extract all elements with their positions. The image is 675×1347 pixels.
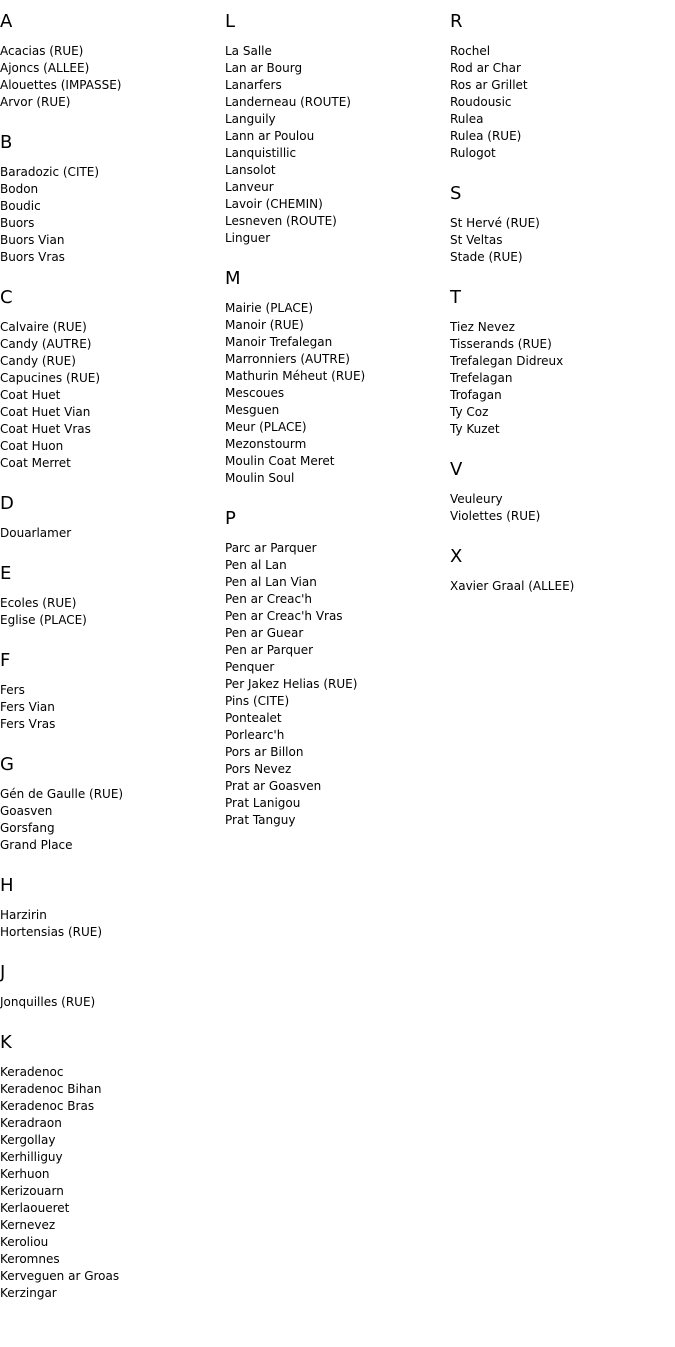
street-name: Coat Huet — [0, 388, 61, 402]
letter-heading: T — [450, 287, 461, 308]
street-name: Tisserands (RUE) — [450, 337, 552, 351]
street-name: Buors Vian — [0, 233, 65, 247]
street-list — [0, 319, 220, 472]
street-name: Keradenoc Bihan — [0, 1082, 102, 1096]
street-name: Fers Vras — [0, 717, 56, 731]
letter-section-f — [0, 649, 220, 733]
street-name: Mairie (PLACE) — [225, 301, 314, 315]
street-name: Parc ar Parquer — [225, 541, 317, 555]
street-name: Moulin Soul — [225, 471, 295, 485]
street-name: Lansolot — [225, 163, 276, 177]
street-name: Penquer — [225, 660, 275, 674]
letter-section-e — [0, 562, 220, 629]
street-list — [0, 1064, 220, 1302]
street-name: Prat ar Goasven — [225, 779, 322, 793]
street-name: Lann ar Poulou — [225, 129, 315, 143]
street-name: Lanveur — [225, 180, 274, 194]
street-name: Prat Tanguy — [225, 813, 296, 827]
street-list — [0, 907, 220, 941]
street-name: St Hervé (RUE) — [450, 216, 540, 230]
street-name: Rod ar Char — [450, 61, 521, 75]
street-name: Kerveguen ar Groas — [0, 1269, 120, 1283]
street-name: Ajoncs (ALLEE) — [0, 61, 90, 75]
street-name: Ty Kuzet — [450, 422, 500, 436]
street-name: Acacias (RUE) — [0, 44, 84, 58]
street-name: Pen ar Creac'h Vras — [225, 609, 343, 623]
letter-heading: M — [225, 268, 241, 289]
street-name: Porlearc'h — [225, 728, 285, 742]
street-name: Xavier Graal (ALLEE) — [450, 579, 575, 593]
street-name: Mescoues — [225, 386, 285, 400]
street-name: Pontealet — [225, 711, 282, 725]
street-name: Kerlaoueret — [0, 1201, 70, 1215]
street-name: Rulogot — [450, 146, 496, 160]
street-name: Pen al Lan — [225, 558, 287, 572]
street-index-column-2 — [225, 10, 445, 849]
letter-heading: B — [0, 132, 13, 153]
street-name: Lesneven (ROUTE) — [225, 214, 337, 228]
street-list — [0, 595, 220, 629]
street-name: Grand Place — [0, 838, 73, 852]
street-name: Manoir Trefalegan — [225, 335, 333, 349]
street-name: Fers — [0, 683, 25, 697]
street-name: Trefalegan Didreux — [450, 354, 564, 368]
street-name: Buors — [0, 216, 35, 230]
street-name: Gén de Gaulle (RUE) — [0, 787, 124, 801]
letter-heading: C — [0, 287, 13, 308]
street-name: Lavoir (CHEMIN) — [225, 197, 323, 211]
street-name: Arvor (RUE) — [0, 95, 71, 109]
letter-section-m — [225, 267, 445, 487]
letter-section-p — [225, 507, 445, 829]
street-list — [450, 215, 670, 266]
letter-heading: A — [0, 11, 13, 32]
street-list — [450, 491, 670, 525]
street-name: Gorsfang — [0, 821, 55, 835]
letter-heading: D — [0, 493, 14, 514]
street-name: Languily — [225, 112, 276, 126]
letter-heading: V — [450, 459, 463, 480]
street-name: Harzirin — [0, 908, 47, 922]
street-name: Pors ar Billon — [225, 745, 304, 759]
street-name: Violettes (RUE) — [450, 509, 541, 523]
letter-section-k — [0, 1031, 220, 1302]
street-name: Trefelagan — [450, 371, 513, 385]
letter-heading: S — [450, 183, 462, 204]
street-name: Keroliou — [0, 1235, 49, 1249]
letter-section-r — [450, 10, 670, 162]
street-list — [0, 525, 220, 542]
street-name: Roudousic — [450, 95, 512, 109]
street-name: Moulin Coat Meret — [225, 454, 335, 468]
street-name: Lanquistillic — [225, 146, 297, 160]
letter-section-a — [0, 10, 220, 111]
street-name: Pins (CITE) — [225, 694, 290, 708]
letter-heading: H — [0, 875, 14, 896]
letter-section-c — [0, 286, 220, 472]
street-list — [225, 43, 445, 247]
street-name: Lan ar Bourg — [225, 61, 303, 75]
street-name: Kerizouarn — [0, 1184, 64, 1198]
street-name: Linguer — [225, 231, 271, 245]
letter-section-v — [450, 458, 670, 525]
street-name: Calvaire (RUE) — [0, 320, 87, 334]
street-name: Tiez Nevez — [450, 320, 515, 334]
letter-heading: E — [0, 563, 12, 584]
street-list — [0, 164, 220, 266]
street-name: Capucines (RUE) — [0, 371, 101, 385]
letter-section-x — [450, 545, 670, 595]
street-name: Meur (PLACE) — [225, 420, 307, 434]
street-name: Ecoles (RUE) — [0, 596, 77, 610]
street-name: Mathurin Méheut (RUE) — [225, 369, 366, 383]
street-list — [450, 319, 670, 438]
street-name: Keradraon — [0, 1116, 62, 1130]
street-name: Stade (RUE) — [450, 250, 523, 264]
street-name: Pen al Lan Vian — [225, 575, 317, 589]
street-name: Prat Lanigou — [225, 796, 301, 810]
street-index-column-3 — [450, 10, 670, 615]
street-name: Alouettes (IMPASSE) — [0, 78, 122, 92]
letter-heading: P — [225, 508, 236, 529]
street-name: La Salle — [225, 44, 272, 58]
street-name: Pen ar Guear — [225, 626, 304, 640]
street-name: Boudic — [0, 199, 41, 213]
street-name: Manoir (RUE) — [225, 318, 304, 332]
street-name: Ty Coz — [450, 405, 489, 419]
street-list — [450, 43, 670, 162]
street-list — [225, 300, 445, 487]
street-name: Lanarfers — [225, 78, 282, 92]
letter-heading: F — [0, 650, 11, 671]
street-name: Kergollay — [0, 1133, 56, 1147]
street-name: Fers Vian — [0, 700, 55, 714]
street-name: Pors Nevez — [225, 762, 292, 776]
street-name: Jonquilles (RUE) — [0, 995, 96, 1009]
letter-heading: K — [0, 1032, 12, 1053]
letter-heading: L — [225, 11, 236, 32]
street-name: Kerzingar — [0, 1286, 57, 1300]
street-name: Coat Merret — [0, 456, 71, 470]
street-name: Marronniers (AUTRE) — [225, 352, 350, 366]
street-name: Per Jakez Helias (RUE) — [225, 677, 358, 691]
street-name: Buors Vras — [0, 250, 65, 264]
letter-section-l — [225, 10, 445, 247]
street-name: Rochel — [450, 44, 491, 58]
street-name: Coat Huet Vras — [0, 422, 91, 436]
letter-heading: R — [450, 11, 463, 32]
street-name: St Veltas — [450, 233, 503, 247]
street-name: Pen ar Parquer — [225, 643, 314, 657]
street-name: Keradenoc — [0, 1065, 64, 1079]
street-name: Goasven — [0, 804, 53, 818]
letter-section-h — [0, 874, 220, 941]
letter-heading: X — [450, 546, 463, 567]
street-name: Ros ar Grillet — [450, 78, 528, 92]
street-name: Coat Huon — [0, 439, 64, 453]
street-name: Veuleury — [450, 492, 503, 506]
street-list — [0, 994, 220, 1011]
street-name: Rulea — [450, 112, 484, 126]
street-list — [0, 682, 220, 733]
letter-section-t — [450, 286, 670, 438]
street-name: Eglise (PLACE) — [0, 613, 87, 627]
street-name: Trofagan — [450, 388, 502, 402]
letter-heading: J — [0, 962, 6, 983]
letter-section-g — [0, 753, 220, 854]
letter-heading: G — [0, 754, 14, 775]
letter-section-d — [0, 492, 220, 542]
street-name: Keradenoc Bras — [0, 1099, 95, 1113]
street-index-column-1 — [0, 10, 220, 1322]
street-list — [450, 578, 670, 595]
street-name: Pen ar Creac'h — [225, 592, 312, 606]
street-name: Kernevez — [0, 1218, 56, 1232]
street-list — [0, 786, 220, 854]
street-name: Hortensias (RUE) — [0, 925, 103, 939]
street-name: Kerhuon — [0, 1167, 50, 1181]
street-name: Coat Huet Vian — [0, 405, 91, 419]
street-name: Kerhilliguy — [0, 1150, 63, 1164]
letter-section-b — [0, 131, 220, 266]
street-list — [225, 540, 445, 829]
street-name: Mesguen — [225, 403, 280, 417]
street-name: Keromnes — [0, 1252, 60, 1266]
street-list — [0, 43, 220, 111]
street-name: Bodon — [0, 182, 39, 196]
street-name: Douarlamer — [0, 526, 72, 540]
street-name: Baradozic (CITE) — [0, 165, 100, 179]
letter-section-s — [450, 182, 670, 266]
street-name: Candy (AUTRE) — [0, 337, 92, 351]
street-name: Landerneau (ROUTE) — [225, 95, 351, 109]
street-name: Candy (RUE) — [0, 354, 76, 368]
letter-section-j — [0, 961, 220, 1011]
street-name: Rulea (RUE) — [450, 129, 522, 143]
street-name: Mezonstourm — [225, 437, 307, 451]
